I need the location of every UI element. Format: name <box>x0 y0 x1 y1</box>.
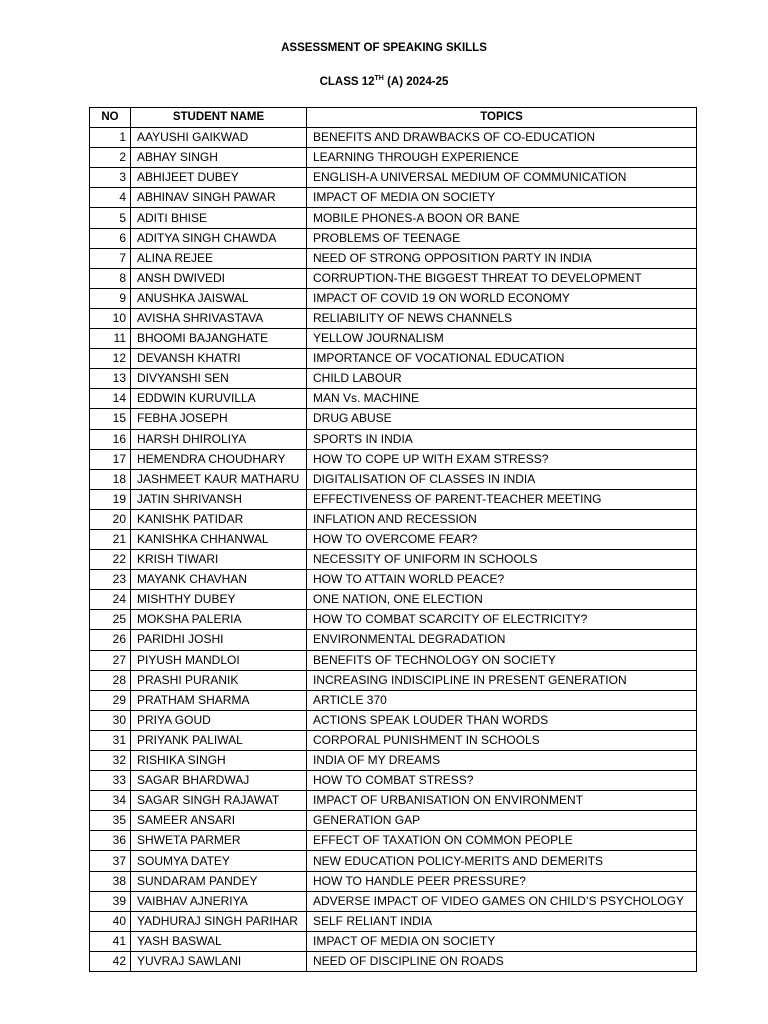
row-number: 7 <box>90 248 131 268</box>
student-name: PRIYANK PALIWAL <box>131 730 307 750</box>
student-name: YUVRAJ SAWLANI <box>131 951 307 971</box>
topic: ACTIONS SPEAK LOUDER THAN WORDS <box>307 710 697 730</box>
topic: NEED OF STRONG OPPOSITION PARTY IN INDIA <box>307 248 697 268</box>
student-name: JASHMEET KAUR MATHARU <box>131 469 307 489</box>
student-name: PRATHAM SHARMA <box>131 690 307 710</box>
student-name: KANISHK PATIDAR <box>131 509 307 529</box>
table-row <box>90 308 697 328</box>
row-number: 22 <box>90 550 131 570</box>
table-row <box>90 911 697 931</box>
row-number: 39 <box>90 891 131 911</box>
topic: ENVIRONMENTAL DEGRADATION <box>307 630 697 650</box>
table-row <box>90 469 697 489</box>
row-number: 36 <box>90 831 131 851</box>
row-number: 23 <box>90 570 131 590</box>
row-number: 29 <box>90 690 131 710</box>
topic: HOW TO ATTAIN WORLD PEACE? <box>307 570 697 590</box>
topic: EFFECTIVENESS OF PARENT-TEACHER MEETING <box>307 489 697 509</box>
student-name: PIYUSH MANDLOI <box>131 650 307 670</box>
student-name: MISHTHY DUBEY <box>131 590 307 610</box>
table-row <box>90 128 697 148</box>
row-number: 3 <box>90 168 131 188</box>
table-row <box>90 730 697 750</box>
table-body <box>90 128 697 972</box>
table-row <box>90 509 697 529</box>
topic: BENEFITS OF TECHNOLOGY ON SOCIETY <box>307 650 697 670</box>
row-number: 32 <box>90 751 131 771</box>
topic: SPORTS IN INDIA <box>307 429 697 449</box>
header-student-name: STUDENT NAME <box>131 108 307 128</box>
student-name: BHOOMI BAJANGHATE <box>131 329 307 349</box>
student-name: SOUMYA DATEY <box>131 851 307 871</box>
topic: NECESSITY OF UNIFORM IN SCHOOLS <box>307 550 697 570</box>
row-number: 30 <box>90 710 131 730</box>
student-name: HEMENDRA CHOUDHARY <box>131 449 307 469</box>
topic: ARTICLE 370 <box>307 690 697 710</box>
topic: HOW TO HANDLE PEER PRESSURE? <box>307 871 697 891</box>
header-topics: TOPICS <box>307 108 697 128</box>
document-title: ASSESSMENT OF SPEAKING SKILLS <box>281 42 487 54</box>
table-row <box>90 590 697 610</box>
student-name: SAMEER ANSARI <box>131 811 307 831</box>
student-name: VAIBHAV AJNERIYA <box>131 891 307 911</box>
student-name: SAGAR SINGH RAJAWAT <box>131 791 307 811</box>
row-number: 5 <box>90 208 131 228</box>
topic: IMPORTANCE OF VOCATIONAL EDUCATION <box>307 349 697 369</box>
row-number: 16 <box>90 429 131 449</box>
row-number: 40 <box>90 911 131 931</box>
table-row <box>90 610 697 630</box>
topic: HOW TO COMBAT STRESS? <box>307 771 697 791</box>
student-name: SHWETA PARMER <box>131 831 307 851</box>
table-row <box>90 570 697 590</box>
topic: DRUG ABUSE <box>307 409 697 429</box>
row-number: 12 <box>90 349 131 369</box>
row-number: 34 <box>90 791 131 811</box>
topic: CORPORAL PUNISHMENT IN SCHOOLS <box>307 730 697 750</box>
student-name: PRIYA GOUD <box>131 710 307 730</box>
row-number: 18 <box>90 469 131 489</box>
table-row <box>90 630 697 650</box>
table-row <box>90 148 697 168</box>
table-row <box>90 429 697 449</box>
table-row <box>90 188 697 208</box>
topic: EFFECT OF TAXATION ON COMMON PEOPLE <box>307 831 697 851</box>
table-row <box>90 208 697 228</box>
row-number: 24 <box>90 590 131 610</box>
topic: IMPACT OF MEDIA ON SOCIETY <box>307 931 697 951</box>
row-number: 9 <box>90 288 131 308</box>
table-row <box>90 771 697 791</box>
student-name: DEVANSH KHATRI <box>131 349 307 369</box>
table-row <box>90 329 697 349</box>
student-name: ANSH DWIVEDI <box>131 268 307 288</box>
topic: INDIA OF MY DREAMS <box>307 751 697 771</box>
row-number: 15 <box>90 409 131 429</box>
row-number: 20 <box>90 509 131 529</box>
student-name: RISHIKA SINGH <box>131 751 307 771</box>
table-row <box>90 811 697 831</box>
row-number: 8 <box>90 268 131 288</box>
student-name: ANUSHKA JAISWAL <box>131 288 307 308</box>
topic: LEARNING THROUGH EXPERIENCE <box>307 148 697 168</box>
student-name: KRISH TIWARI <box>131 550 307 570</box>
table-row <box>90 931 697 951</box>
topic: IMPACT OF COVID 19 ON WORLD ECONOMY <box>307 288 697 308</box>
topic: MOBILE PHONES-A BOON OR BANE <box>307 208 697 228</box>
student-name: JATIN SHRIVANSH <box>131 489 307 509</box>
student-name: ADITYA SINGH CHAWDA <box>131 228 307 248</box>
table-row <box>90 529 697 549</box>
row-number: 4 <box>90 188 131 208</box>
row-number: 14 <box>90 389 131 409</box>
class-label-superscript: TH <box>374 75 384 83</box>
table-row <box>90 288 697 308</box>
class-subtitle <box>0 76 768 88</box>
row-number: 35 <box>90 811 131 831</box>
row-number: 28 <box>90 670 131 690</box>
student-name: SUNDARAM PANDEY <box>131 871 307 891</box>
table-row <box>90 268 697 288</box>
topic: YELLOW JOURNALISM <box>307 329 697 349</box>
row-number: 33 <box>90 771 131 791</box>
row-number: 1 <box>90 128 131 148</box>
student-name: SAGAR BHARDWAJ <box>131 771 307 791</box>
table-row <box>90 449 697 469</box>
topic: NEED OF DISCIPLINE ON ROADS <box>307 951 697 971</box>
table-row <box>90 550 697 570</box>
header-no: NO <box>90 108 131 128</box>
student-name: AVISHA SHRIVASTAVA <box>131 308 307 328</box>
student-name: ABHINAV SINGH PAWAR <box>131 188 307 208</box>
row-number: 2 <box>90 148 131 168</box>
topic: IMPACT OF URBANISATION ON ENVIRONMENT <box>307 791 697 811</box>
student-name: ADITI BHISE <box>131 208 307 228</box>
row-number: 6 <box>90 228 131 248</box>
topic: CHILD LABOUR <box>307 369 697 389</box>
table-row <box>90 710 697 730</box>
students-table <box>89 107 697 972</box>
student-name: MOKSHA PALERIA <box>131 610 307 630</box>
topic: INCREASING INDISCIPLINE IN PRESENT GENERATION <box>307 670 697 690</box>
row-number: 41 <box>90 931 131 951</box>
row-number: 37 <box>90 851 131 871</box>
row-number: 10 <box>90 308 131 328</box>
row-number: 19 <box>90 489 131 509</box>
topic: RELIABILITY OF NEWS CHANNELS <box>307 308 697 328</box>
student-name: ALINA REJEE <box>131 248 307 268</box>
table-row <box>90 690 697 710</box>
topic: IMPACT OF MEDIA ON SOCIETY <box>307 188 697 208</box>
student-name: YASH BASWAL <box>131 931 307 951</box>
table-row <box>90 670 697 690</box>
table-row <box>90 851 697 871</box>
student-name: DIVYANSHI SEN <box>131 369 307 389</box>
topic: GENERATION GAP <box>307 811 697 831</box>
class-label-prefix: CLASS 12 <box>319 76 375 88</box>
row-number: 26 <box>90 630 131 650</box>
table-row <box>90 168 697 188</box>
class-label-suffix: (A) 2024-25 <box>383 76 449 88</box>
table-row <box>90 389 697 409</box>
student-name: ABHAY SINGH <box>131 148 307 168</box>
topic: ENGLISH-A UNIVERSAL MEDIUM OF COMMUNICATION <box>307 168 697 188</box>
topic: NEW EDUCATION POLICY-MERITS AND DEMERITS <box>307 851 697 871</box>
student-name: YADHURAJ SINGH PARIHAR <box>131 911 307 931</box>
row-number: 25 <box>90 610 131 630</box>
topic: CORRUPTION-THE BIGGEST THREAT TO DEVELOPMENT <box>307 268 697 288</box>
topic: SELF RELIANT INDIA <box>307 911 697 931</box>
table-row <box>90 891 697 911</box>
topic: BENEFITS AND DRAWBACKS OF CO-EDUCATION <box>307 128 697 148</box>
topic: HOW TO COMBAT SCARCITY OF ELECTRICITY? <box>307 610 697 630</box>
table-row <box>90 751 697 771</box>
table-row <box>90 871 697 891</box>
row-number: 27 <box>90 650 131 670</box>
topic: MAN Vs. MACHINE <box>307 389 697 409</box>
row-number: 31 <box>90 730 131 750</box>
student-name: PRASHI PURANIK <box>131 670 307 690</box>
row-number: 13 <box>90 369 131 389</box>
table-row <box>90 349 697 369</box>
student-name: FEBHA JOSEPH <box>131 409 307 429</box>
topic: PROBLEMS OF TEENAGE <box>307 228 697 248</box>
student-name: PARIDHI JOSHI <box>131 630 307 650</box>
row-number: 21 <box>90 529 131 549</box>
student-name: HARSH DHIROLIYA <box>131 429 307 449</box>
table-row <box>90 248 697 268</box>
table-row <box>90 409 697 429</box>
table-row <box>90 831 697 851</box>
table-row <box>90 791 697 811</box>
row-number: 11 <box>90 329 131 349</box>
table-header-row <box>90 108 697 128</box>
student-name: MAYANK CHAVHAN <box>131 570 307 590</box>
student-name: ABHIJEET DUBEY <box>131 168 307 188</box>
row-number: 17 <box>90 449 131 469</box>
student-name: AAYUSHI GAIKWAD <box>131 128 307 148</box>
row-number: 38 <box>90 871 131 891</box>
student-name: EDDWIN KURUVILLA <box>131 389 307 409</box>
row-number: 42 <box>90 951 131 971</box>
table-row <box>90 369 697 389</box>
student-name: KANISHKA CHHANWAL <box>131 529 307 549</box>
table-row <box>90 489 697 509</box>
table-row <box>90 650 697 670</box>
topic: ONE NATION, ONE ELECTION <box>307 590 697 610</box>
table-row <box>90 951 697 971</box>
table-row <box>90 228 697 248</box>
topic: DIGITALISATION OF CLASSES IN INDIA <box>307 469 697 489</box>
topic: HOW TO OVERCOME FEAR? <box>307 529 697 549</box>
topic: ADVERSE IMPACT OF VIDEO GAMES ON CHILD’S PSYCHOLOGY <box>307 891 697 911</box>
topic: HOW TO COPE UP WITH EXAM STRESS? <box>307 449 697 469</box>
topic: INFLATION AND RECESSION <box>307 509 697 529</box>
